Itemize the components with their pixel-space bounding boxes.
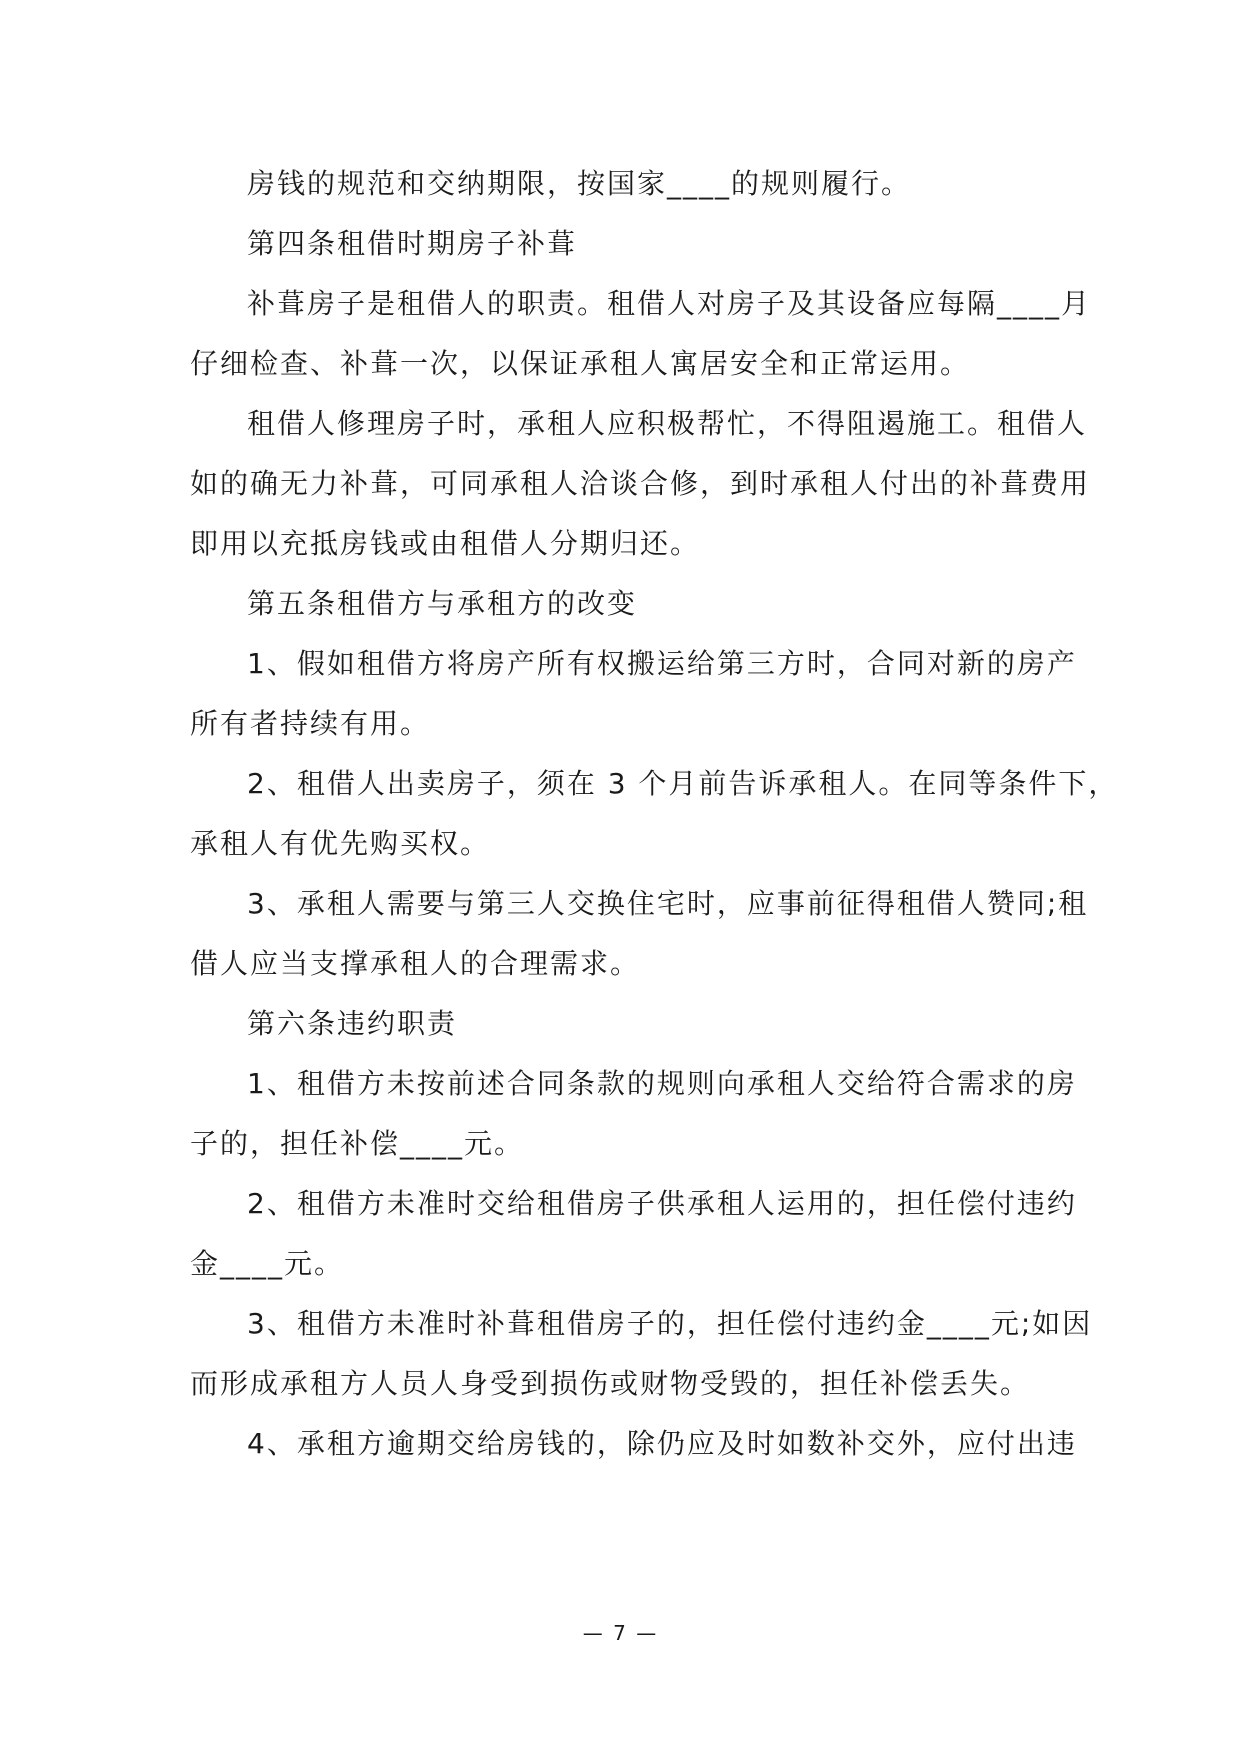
page-number: — 7 — bbox=[582, 1621, 659, 1645]
text-line: 而形成承租方人员人身受到损伤或财物受毁的，担任补偿丢失。 bbox=[190, 1367, 1031, 1400]
text-line: 第六条违约职责 bbox=[247, 1007, 458, 1040]
text-line: 所有者持续有用。 bbox=[190, 707, 431, 740]
text-line: 3、租借方未准时补葺租借房子的，担任偿付违约金____元;如因 bbox=[247, 1307, 1093, 1340]
text-line: 金____元。 bbox=[190, 1247, 345, 1280]
text-line: 仔细检查、补葺一次，以保证承租人寓居安全和正常运用。 bbox=[190, 347, 971, 380]
document-body bbox=[190, 154, 1119, 1474]
text-line: 第四条租借时期房子补葺 bbox=[247, 227, 578, 260]
text-line: 如的确无力补葺，可同承租人洽谈合修，到时承租人付出的补葺费用 bbox=[190, 467, 1091, 500]
text-line: 承租人有优先购买权。 bbox=[190, 827, 491, 860]
text-line: 租借人修理房子时，承租人应积极帮忙，不得阻遏施工。租借人 bbox=[247, 407, 1088, 440]
text-line: 2、租借人出卖房子，须在 3 个月前告诉承租人。在同等条件下， bbox=[247, 767, 1119, 800]
text-line: 4、承租方逾期交给房钱的，除仍应及时如数补交外，应付出违 bbox=[247, 1427, 1077, 1460]
text-line: 1、假如租借方将房产所有权搬运给第三方时，合同对新的房产 bbox=[247, 647, 1077, 680]
text-line: 房钱的规范和交纳期限，按国家____的规则履行。 bbox=[247, 167, 912, 200]
text-line: 即用以充抵房钱或由租借人分期归还。 bbox=[190, 527, 701, 560]
text-line: 3、承租人需要与第三人交换住宅时，应事前征得租借人赞同;租 bbox=[247, 887, 1089, 920]
text-line: 补葺房子是租借人的职责。租借人对房子及其设备应每隔____月 bbox=[247, 287, 1092, 320]
text-line: 借人应当支撑承租人的合理需求。 bbox=[190, 947, 641, 980]
text-line: 子的，担任补偿____元。 bbox=[190, 1127, 525, 1160]
text-line: 2、租借方未准时交给租借房子供承租人运用的，担任偿付违约 bbox=[247, 1187, 1077, 1220]
text-line: 1、租借方未按前述合同条款的规则向承租人交给符合需求的房 bbox=[247, 1067, 1077, 1100]
text-line: 第五条租借方与承租方的改变 bbox=[247, 587, 638, 620]
